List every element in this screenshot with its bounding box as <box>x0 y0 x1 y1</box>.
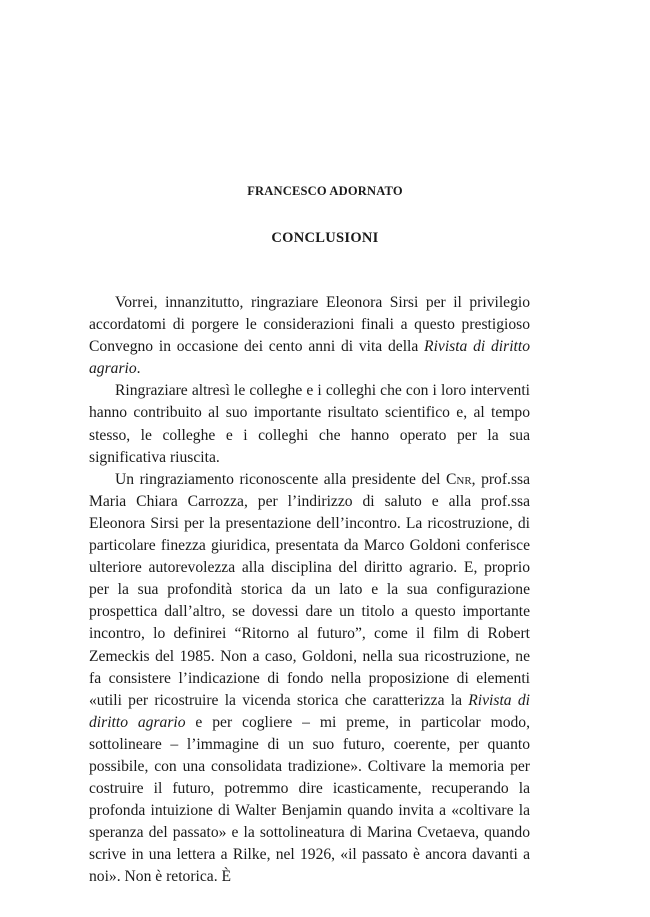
journal-title: Rivista di diritto agrario <box>89 338 530 378</box>
paragraph-text: . <box>136 360 141 378</box>
paragraph-text: , prof.ssa Maria Chiara Carrozza, per l’indirizzo di saluto e alla prof.ssa Eleonora Sirsi per la presentazione dell’incontro. La ricostruzione, di particolare finezza giuridica, presentata da Marco Goldoni conferisce ulteriore autorevolezza alla disciplina del diritto agrario. E, proprio per la sua profondità storica da un lato e la sua configurazione prospettica dall’altro, se dovessi dare un titolo a questo importante incontro, lo definirei “Ritorno al futuro”, come il film di Robert Zemeckis del 1985. Non a caso, Goldoni, nella sua ricostruzione, ne fa consistere l’indicazione di fondo nella proposizione di elementi «utili per ricostruire la vicenda storica che caratterizza la <box>89 470 531 709</box>
journal-title: Rivista di diritto agrario <box>89 691 530 731</box>
author-name: FRANCESCO ADORNATO <box>247 184 403 198</box>
paragraph-text: Vorrei, innanzitutto, ringraziare Eleonora Sirsi per il privilegio accordatomi di porgere le considerazioni finali a questo prestigioso Convegno in occasione dei cento anni di vita della <box>89 294 530 356</box>
paragraph <box>89 380 530 468</box>
paragraph-text: e per cogliere – mi preme, in particolar modo, sottolineare – l’immagine di un suo futuro, coerente, per quanto possibile, con una consolidata tradizione». Coltivare la memoria per costruire il futuro, potremmo dire icasticamente, recuperando la profonda intuizione di Walter Benjamin quando invita a «coltivare la speranza del passato» e la sottolineatura di Marina Cvetaeva, quando scrive in una lettera a Rilke, nel 1926, «il passato è ancora davanti a noi». Non è retorica. È <box>89 713 530 886</box>
paragraph-text: Ringraziare altresì le colleghe e i colleghi che con i loro interventi hanno contribuito al suo importante risultato scientifico e, al tempo stesso, le colleghe e i colleghi che hanno operato per la sua significativa riuscita. <box>89 382 530 466</box>
body-text <box>89 292 530 889</box>
acronym: Cnr <box>445 470 472 488</box>
paragraph <box>89 469 530 889</box>
chapter-title: CONCLUSIONI <box>271 230 379 246</box>
paragraph-text: Un ringraziamento riconoscente alla presidente del <box>115 470 446 488</box>
paragraph <box>89 292 530 380</box>
